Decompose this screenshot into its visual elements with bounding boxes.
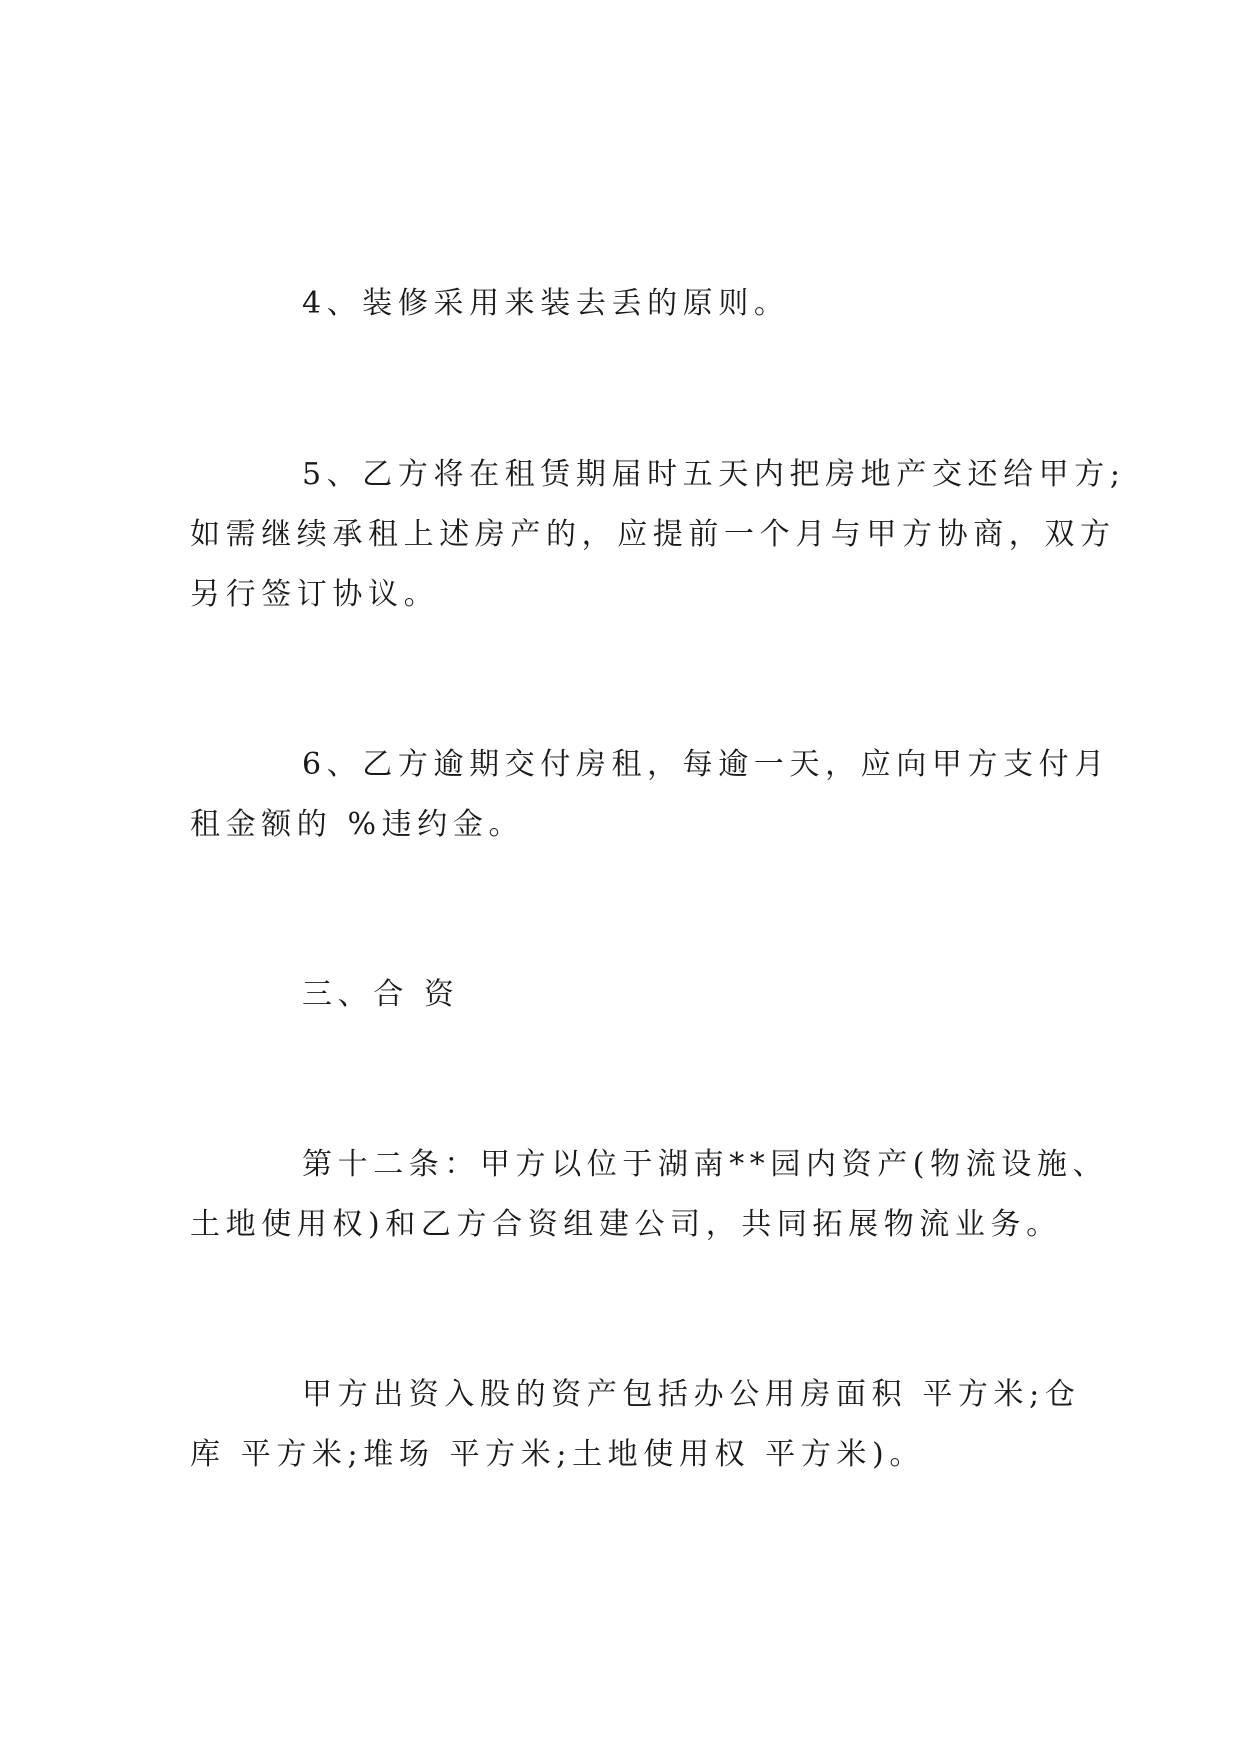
paragraph-item-5-line-1: 5、乙方将在租赁期届时五天内把房地产交还给甲方; xyxy=(302,457,1126,492)
paragraph-assets-line-2: 库 平方米;堆场 平方米;土地使用权 平方米)。 xyxy=(190,1437,925,1472)
paragraph-item-6-line-1: 6、乙方逾期交付房租，每逾一天，应向甲方支付月 xyxy=(302,747,1110,782)
paragraph-item-6-line-2: 租金额的 %违约金。 xyxy=(190,807,525,842)
paragraph-item-5-line-3: 另行签订协议。 xyxy=(190,577,440,612)
paragraph-article-12-line-2: 土地使用权)和乙方合资组建公司，共同拓展物流业务。 xyxy=(190,1207,1062,1242)
paragraph-item-5-line-2: 如需继续承租上述房产的，应提前一个月与甲方协商，双方 xyxy=(190,517,1116,552)
paragraph-article-12-line-1: 第十二条：甲方以位于湖南**园内资产(物流设施、 xyxy=(302,1147,1109,1182)
section-heading-joint-venture: 三、合 资 xyxy=(302,977,460,1012)
paragraph-assets-line-1: 甲方出资入股的资产包括办公用房面积 平方米;仓 xyxy=(302,1377,1081,1412)
paragraph-item-4-line-1: 4、装修采用来装去丢的原则。 xyxy=(302,286,790,321)
